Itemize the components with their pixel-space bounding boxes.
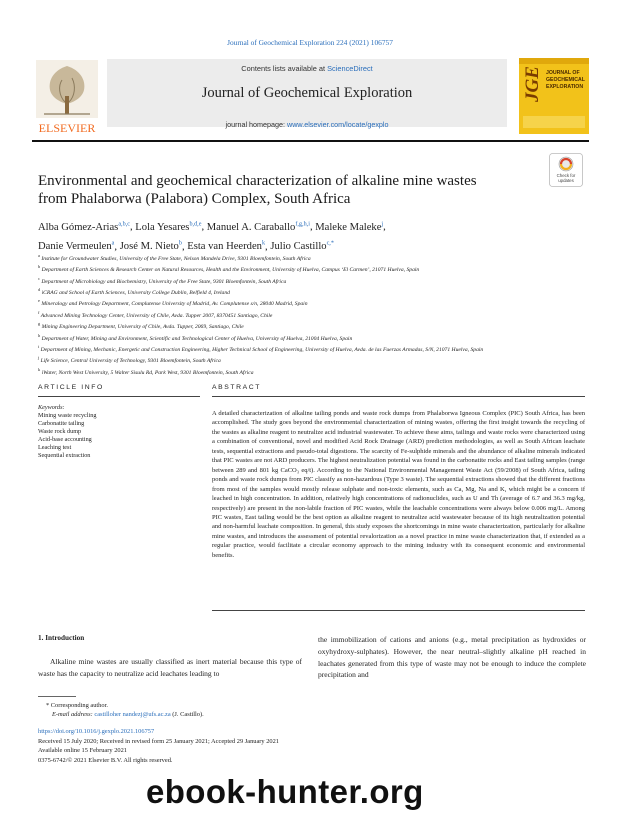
affiliation: $^c$ Department of Microbiology and Biochemistry, University of the Free State, 9301 Bloemfontein, South Africa <box>38 275 287 285</box>
introduction-heading: 1. Introduction <box>38 634 85 642</box>
contents-line <box>107 64 507 73</box>
journal-homepage <box>107 120 507 129</box>
author-list: Alba Gómez-Arias$^{a,b,c}$, Lola Yesares$^{b,d,e}$, Manuel A. Caraballo$^{f,g,h,i}$, Maleke Maleke$^j$, Danie Vermeulen$^a$, José M. Nieto$^b$, Esta van Heerden$^k$, Julio Castillo$^{c,*}$ <box>38 220 386 253</box>
svg-text:JGE: JGE <box>522 66 543 102</box>
homepage-link[interactable]: www.elsevier.com/locate/gexplo <box>287 120 389 129</box>
available-online: Available online 15 February 2021 <box>38 747 127 754</box>
introduction-right-column: the immobilization of cations and anions (e.g., metal precipitation as hydroxides or oxyhydroxy-sulphates). However, the near neutral–slightly alkaline pH reached in leachates generated from this type of waste may not be enough to induce the complete precipitation and <box>318 635 586 680</box>
title-line-1: Environmental and geochemical characterization of alkaline mine wastes <box>38 173 477 189</box>
abstract-text: A detailed characterization of alkaline tailing ponds and waste rock dumps from Phalaborwa Igneous Complex (PIC) South Africa, has been accomplished. The study goes beyond the environmental characterization of mining wastes, offering the first insight towards the recycling of the wastes as alkaline reagent to neutralize acid industrial wastewater. To achieve these aims, tailings and waste rocks were characterized using a combination of conventional, novel and modified Acid Rock Drainage (ARD) prediction methodologies, as well as South African leachate tests, sequential extractions and pseudo-total digestions. The scarcity of Fe-sulphide minerals and the abundance of alkaline minerals indicated that PIC wastes are not ARD producers. The highest neutralization potential was found in the carbonatite rocks and East tailing samples (range between 289 and 801 kg CaCO₃ eq/t). According to the National Environmental Management Waste Act (59/2008) of South Africa, tailing ponds and waste rock dumps from PIC classify as non-hazardous (Type 3 waste). The sequential extractions showed that the different fractions from most of the samples would mostly release sulphate and non-toxic elements, such as Ca, Mg, Na and K, which might be a concern if leached in high concentration. In addition, relatively high concentrations of radionuclides, such as U and Th (average of 6.7 and 36.3 mg/kg, respectively) are present in the non-labile fraction of PIC wastes, while the leachable concentrations were always below 0.006 mg/L. Among PIC wastes, East tailing would be the best option as alkaline reagent to neutralize acid wastewater because of its high neutralization potential and non-harmful leachate composition. In general, this study exposes the shortcomings in mine waste characterization, particularly for alkaline mine wastes, and introduces the assessment of potential revalorization as a novel practice in mine waste characterization that, if extended as a regular practice, would facilitate a circular economy approach to the mining industry with its consequent economic and environmental benefits. <box>212 410 585 559</box>
svg-text:updates: updates <box>558 178 574 183</box>
affiliation: $^j$ Life Science, Central University of Technology, 9301 Bloemfontein, South Africa <box>38 355 221 365</box>
article-info-heading: ARTICLE INFO <box>38 384 104 391</box>
keyword[interactable]: Mining waste recycling <box>38 412 97 419</box>
article-info-rule <box>38 396 200 397</box>
header-rule <box>32 140 589 142</box>
affiliation-list <box>38 252 558 377</box>
affiliation: $^f$ Advanced Mining Technology Center, University of Chile, Avda. Tupper 2007, 8370451 Santiago, Chile <box>38 309 273 319</box>
homepage-label: journal homepage: <box>225 120 288 129</box>
author[interactable]: Esta van Heerden$^k$ <box>187 239 266 253</box>
keyword[interactable]: Sequential extraction <box>38 452 91 459</box>
author[interactable]: Danie Vermeulen$^a$ <box>38 239 115 253</box>
publication-info <box>38 727 378 765</box>
keyword-list <box>38 412 198 460</box>
svg-text:Check for: Check for <box>556 173 576 178</box>
svg-text:ELSEVIER: ELSEVIER <box>38 121 96 135</box>
footnote-rule <box>38 696 76 697</box>
contents-prefix: Contents lists available at <box>241 64 328 73</box>
keywords-label: Keywords: <box>38 404 65 411</box>
title-line-2: from Phalaborwa (Palabora) Complex, South Africa <box>38 191 351 207</box>
author[interactable]: Alba Gómez-Arias$^{a,b,c}$ <box>38 220 130 233</box>
abstract-heading: ABSTRACT <box>212 384 262 391</box>
keyword[interactable]: Acid-base accounting <box>38 436 92 443</box>
affiliation: $^a$ Institute for Groundwater Studies, University of the Free State, Nelson Mandela Drive, 9301 Bloemfontein, South Africa <box>38 253 311 262</box>
svg-text:EXPLORATION: EXPLORATION <box>546 84 584 90</box>
received-dates: Received 15 July 2020; Received in revised form 25 January 2021; Accepted 29 January 2021 <box>38 737 280 745</box>
author[interactable]: Maleke Maleke$^j$ <box>315 220 384 233</box>
doi-link[interactable]: https://doi.org/10.1016/j.gexplo.2021.106757 <box>38 728 155 735</box>
author[interactable]: Lola Yesares$^{b,d,e}$ <box>135 220 202 233</box>
affiliation: $^k$ iWater, North West University, 5 Walter Sisulu Rd, Park West, 9301 Bloemfontein, South Africa <box>38 366 254 376</box>
affiliation: $^b$ Department of Earth Sciences & Research Center on Natural Resources, Health and the Environment, University of Huelva, Campus ‘El Carmen’, 21071 Huelva, Spain <box>38 264 420 274</box>
email-link[interactable]: castilloher nandezj@ufs.ac.za <box>94 711 171 718</box>
journal-name: Journal of Geochemical Exploration <box>201 85 413 101</box>
journal-citation[interactable]: Journal of Geochemical Exploration 224 (2021) 106757 <box>227 38 393 47</box>
affiliation: $^i$ Department of Mining, Mechanic, Energetic and Construction Engineering, Higher Technical School of Engineering, University of Huelva, Avda. de las Fuerzas Armadas, S/N, 21071 Huelva, Spain <box>38 343 484 353</box>
affiliation: $^h$ Department of Water, Mining and Environment, Scientific and Technological Center of Huelva, University of Huelva, 21004 Huelva, Spain <box>38 332 353 342</box>
journal-cover[interactable] <box>519 58 589 134</box>
article-title <box>38 172 508 208</box>
abstract-rule-top <box>212 396 585 397</box>
author[interactable]: Julio Castillo$^{c,*}$ <box>270 239 334 253</box>
sciencedirect-link[interactable]: ScienceDirect <box>327 64 373 73</box>
keyword[interactable]: Carbonatite tailing <box>38 420 85 427</box>
author[interactable]: Manuel A. Caraballo$^{f,g,h,i}$ <box>206 220 310 233</box>
email-label: E-mail address: <box>52 711 95 718</box>
corresponding-author-note: * Corresponding author. <box>46 702 108 709</box>
email-suffix: (J. Castillo). <box>170 711 204 718</box>
watermark-text: ebook-hunter.org <box>146 773 424 810</box>
affiliation: $^d$ iCRAG and School of Earth Sciences, University College Dublin, Belfield 4, Ireland <box>38 287 230 296</box>
svg-text:GEOCHEMICAL: GEOCHEMICAL <box>546 77 585 83</box>
affiliation: $^g$ Mining Engineering Department, University of Chile, Avda. Tupper, 2069, Santiago, Chile <box>38 321 244 331</box>
introduction-left-column: Alkaline mine wastes are usually classified as inert material because this type of waste has the capacity to neutralize acid leachates leading to <box>38 657 302 678</box>
footnote <box>38 701 338 719</box>
keyword[interactable]: Leaching test <box>38 444 72 451</box>
check-for-updates-badge[interactable] <box>549 153 583 187</box>
copyright: 0375-6742/© 2021 Elsevier B.V. All rights reserved. <box>38 756 173 764</box>
author[interactable]: José M. Nieto$^b$ <box>119 239 182 253</box>
keyword[interactable]: Waste rock dump <box>38 428 82 435</box>
svg-text:JOURNAL OF: JOURNAL OF <box>546 70 580 76</box>
abstract-rule-bottom <box>212 610 585 611</box>
affiliation: $^e$ Mineralogy and Petrology Department, Complutense University of Madrid, Av. Complutense s/n, 28040 Madrid, Spain <box>38 298 308 308</box>
elsevier-logo <box>32 58 102 136</box>
